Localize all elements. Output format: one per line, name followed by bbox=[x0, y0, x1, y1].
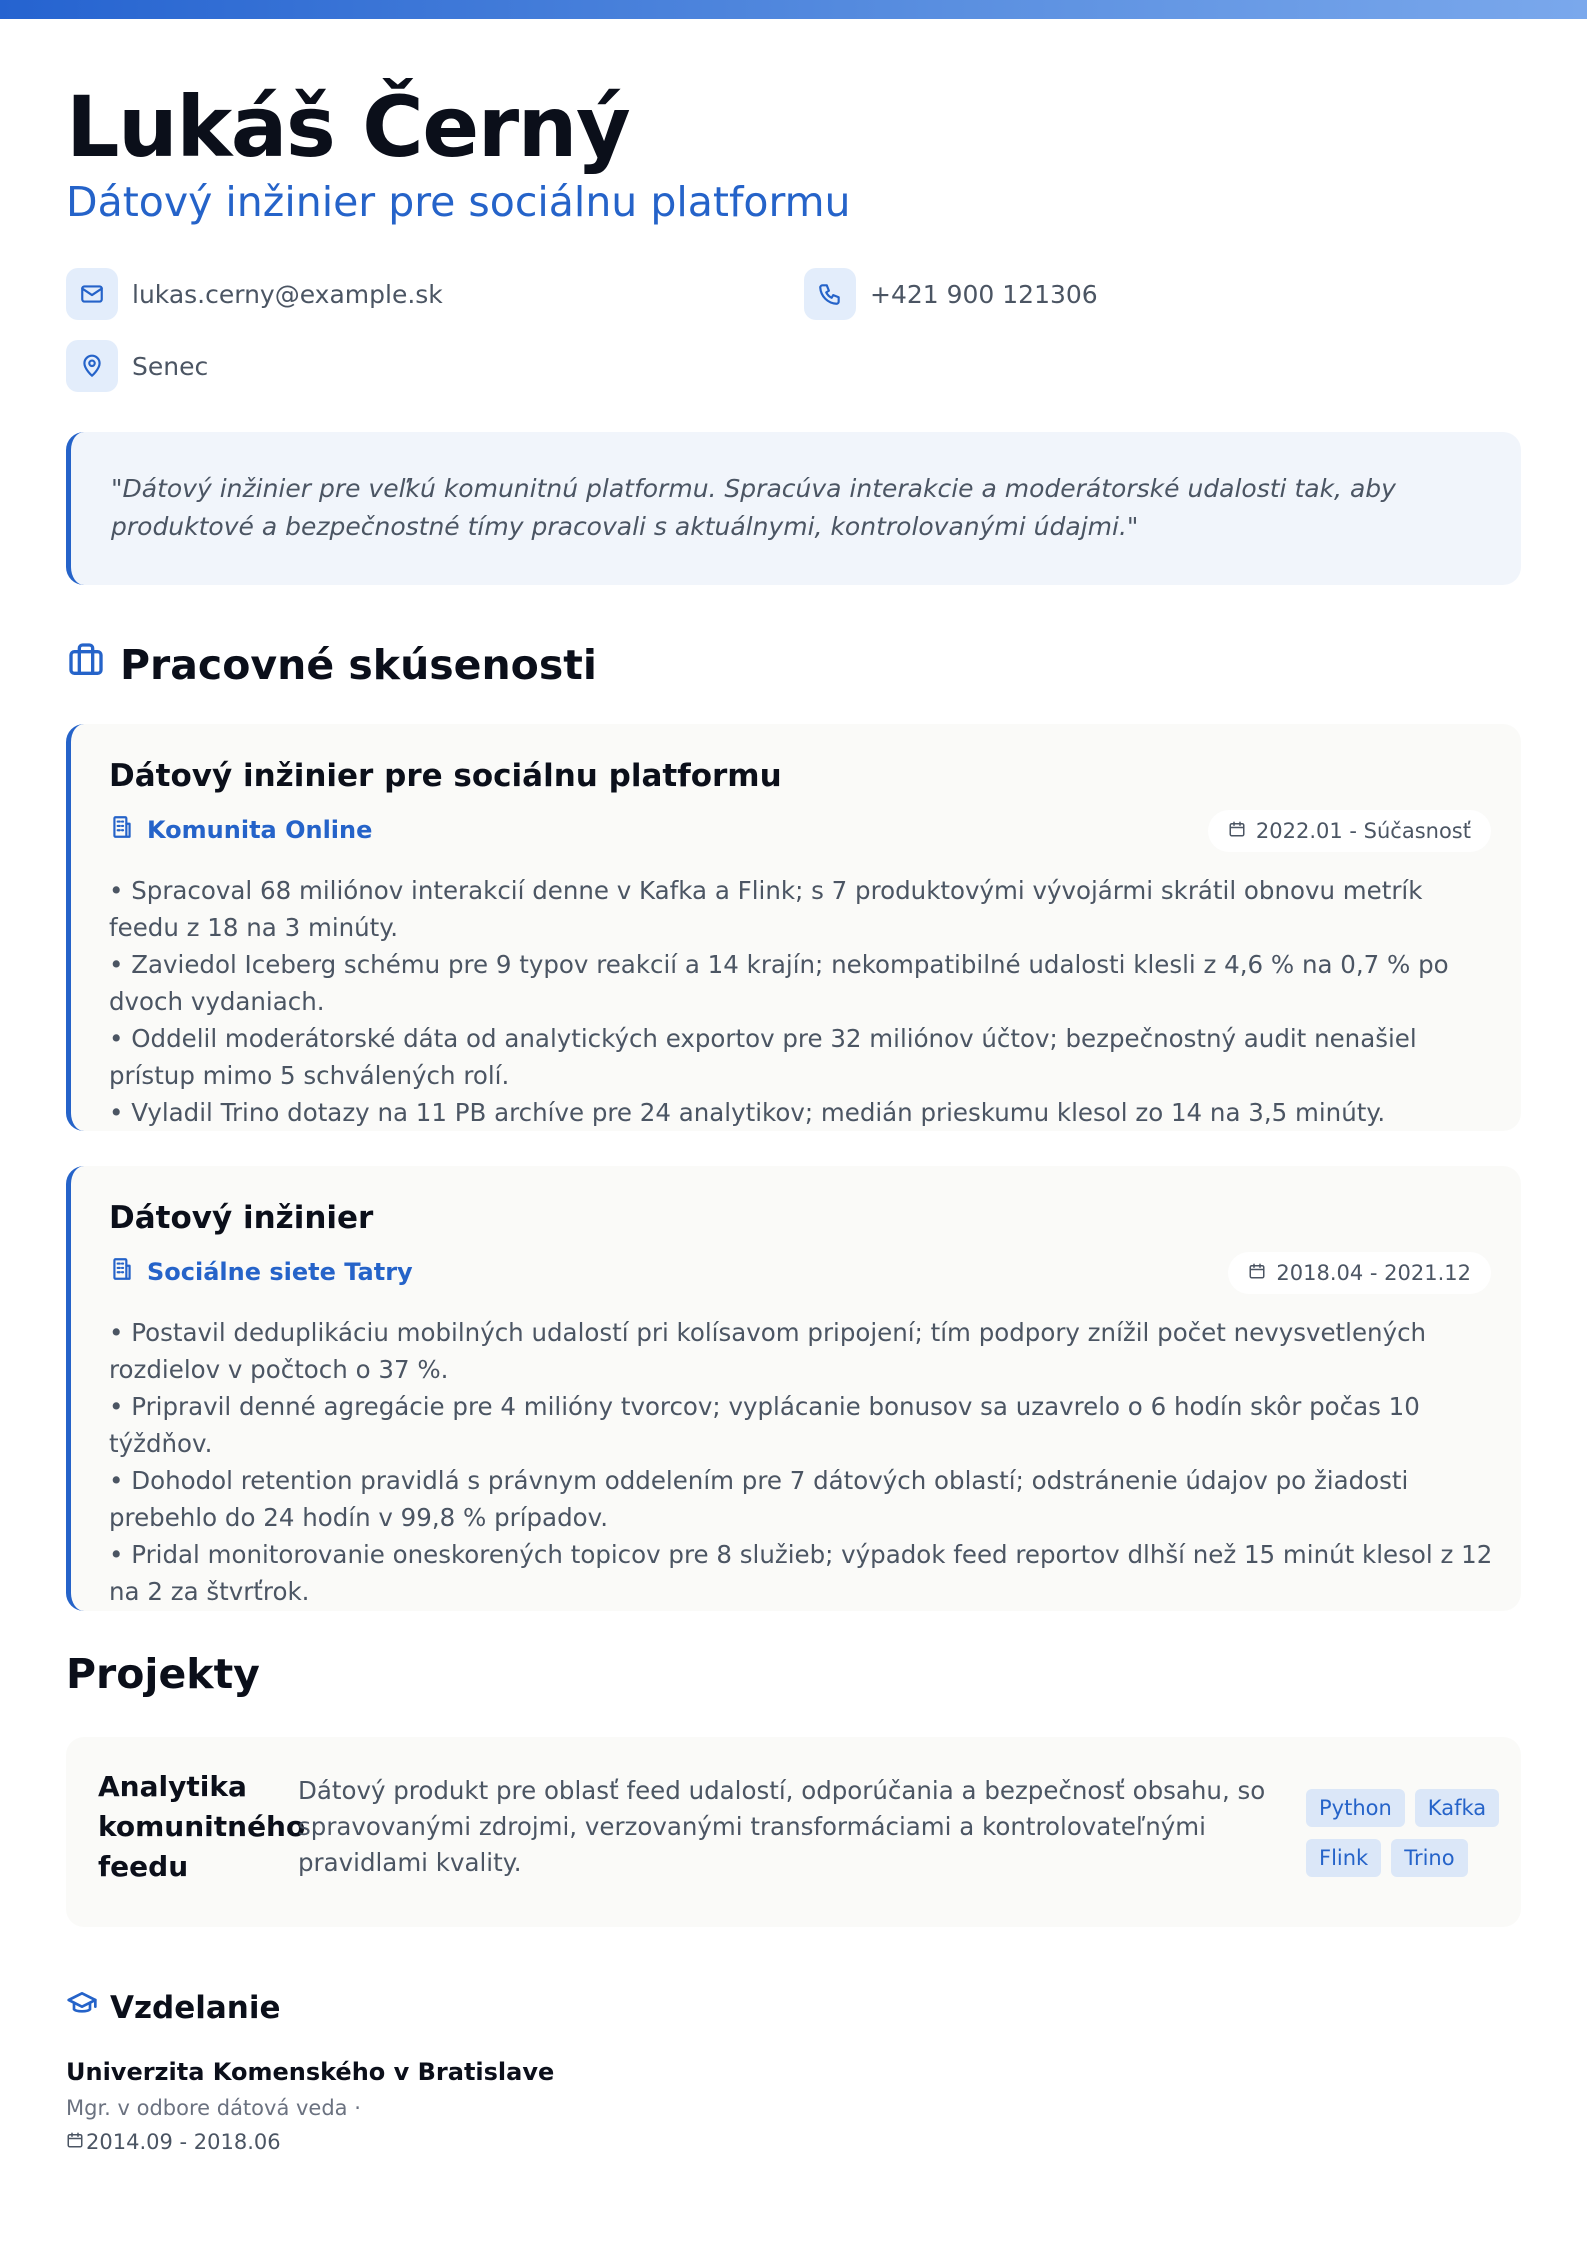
job-bullet: • Pridal monitorovanie oneskorených topicov pre 8 služieb; výpadok feed reportov dlhší než 15 minút klesol z 12 na 2 za štvrťrok. bbox=[109, 1540, 1493, 1606]
tag: Kafka bbox=[1415, 1789, 1499, 1827]
map-pin-icon bbox=[66, 340, 118, 392]
tag: Python bbox=[1306, 1789, 1405, 1827]
projects-heading: Projekty bbox=[66, 1650, 260, 1698]
contact-email-text: lukas.cerny@example.sk bbox=[132, 279, 443, 309]
graduation-cap-icon bbox=[66, 1988, 98, 2028]
job-dates-text: 2018.04 - 2021.12 bbox=[1276, 1261, 1471, 1285]
job-dates bbox=[1208, 810, 1491, 852]
education-school: Univerzita Komenského v Bratislave bbox=[66, 2058, 555, 2086]
project-tags bbox=[1306, 1789, 1506, 1877]
project-description: Dátový produkt pre oblasť feed udalostí, odporúčania a bezpečnosť obsahu, so spravovanými zdrojmi, verzovanými transformáciami a kontrolovateľnými pravidlami kvality. bbox=[298, 1776, 1266, 1877]
building-icon bbox=[109, 814, 135, 846]
experience-heading bbox=[66, 640, 597, 690]
candidate-name: Lukáš Černý bbox=[66, 78, 630, 176]
contact-email[interactable] bbox=[66, 268, 443, 320]
calendar-icon bbox=[1228, 819, 1246, 843]
job-bullet: • Spracoval 68 miliónov interakcií denne v Kafka a Flink; s 7 produktovými vývojármi skrátil obnovu metrík feedu z 18 na 3 minúty. bbox=[109, 876, 1423, 942]
tag: Flink bbox=[1306, 1839, 1381, 1877]
job-company-text: Komunita Online bbox=[147, 816, 373, 844]
contact-phone-text: +421 900 121306 bbox=[870, 279, 1098, 309]
job-title: Dátový inžinier pre sociálnu platformu bbox=[109, 758, 782, 794]
job-card bbox=[66, 1166, 1521, 1611]
calendar-icon bbox=[1248, 1261, 1266, 1285]
education-heading bbox=[66, 1988, 281, 2028]
project-name: Analytika komunitného feedu bbox=[98, 1770, 306, 1883]
job-bullets bbox=[109, 1314, 1499, 1610]
job-company bbox=[109, 1256, 413, 1288]
job-bullet: • Postavil deduplikáciu mobilných udalostí pri kolísavom pripojení; tím podpory znížil počet nevysvetlených rozdielov v počtoch o 37 %. bbox=[109, 1318, 1427, 1384]
job-bullet: • Dohodol retention pravidlá s právnym oddelením pre 7 dátových oblastí; odstránenie údajov po žiadosti prebehlo do 24 hodín v 99,8 % prípadov. bbox=[109, 1466, 1409, 1532]
job-title: Dátový inžinier bbox=[109, 1200, 374, 1236]
job-dates bbox=[1228, 1252, 1491, 1294]
summary-quote: "Dátový inžinier pre veľkú komunitnú platformu. Spracúva interakcie a moderátorské udalosti tak, aby produktové a bezpečnostné tímy pracovali s aktuálnymi, kontrolovanými údajmi." bbox=[66, 432, 1521, 585]
calendar-icon bbox=[66, 2130, 84, 2154]
phone-icon bbox=[804, 268, 856, 320]
job-bullet: • Vyladil Trino dotazy na 11 PB archíve pre 24 analytikov; medián prieskumu klesol zo 14 na 3,5 minúty. bbox=[109, 1098, 1386, 1127]
contact-location-text: Senec bbox=[132, 351, 209, 381]
education-dates-text: 2014.09 - 2018.06 bbox=[86, 2130, 281, 2154]
job-dates-text: 2022.01 - Súčasnosť bbox=[1255, 819, 1471, 843]
job-company bbox=[109, 814, 372, 846]
contact-location bbox=[66, 340, 208, 392]
tag: Trino bbox=[1391, 1839, 1467, 1877]
contact-phone[interactable] bbox=[804, 268, 1098, 320]
mail-icon bbox=[66, 268, 118, 320]
job-bullet: • Pripravil denné agregácie pre 4 milióny tvorcov; vyplácanie bonusov sa uzavrelo o 6 hodín skôr počas 10 týždňov. bbox=[109, 1392, 1420, 1458]
experience-heading-text: Pracovné skúsenosti bbox=[120, 641, 597, 689]
candidate-title: Dátový inžinier pre sociálnu platformu bbox=[66, 178, 851, 226]
job-card bbox=[66, 724, 1521, 1131]
job-bullets bbox=[109, 872, 1499, 1131]
briefcase-icon bbox=[66, 640, 106, 690]
building-icon bbox=[109, 1256, 135, 1288]
job-company-text: Sociálne siete Tatry bbox=[147, 1258, 413, 1286]
education-dates bbox=[66, 2130, 281, 2154]
job-bullet: • Oddelil moderátorské dáta od analytických exportov pre 32 miliónov účtov; bezpečnostný audit nenašiel prístup mimo 5 schválených rolí. bbox=[109, 1024, 1417, 1090]
top-accent-bar bbox=[0, 0, 1587, 19]
job-bullet: • Zaviedol Iceberg schému pre 9 typov reakcií a 14 krajín; nekompatibilné udalosti klesli z 4,6 % na 0,7 % po dvoch vydaniach. bbox=[109, 950, 1449, 1016]
education-degree: Mgr. v odbore dátová veda · bbox=[66, 2096, 361, 2120]
education-heading-text: Vzdelanie bbox=[110, 1990, 281, 2026]
project-card bbox=[66, 1737, 1521, 1927]
